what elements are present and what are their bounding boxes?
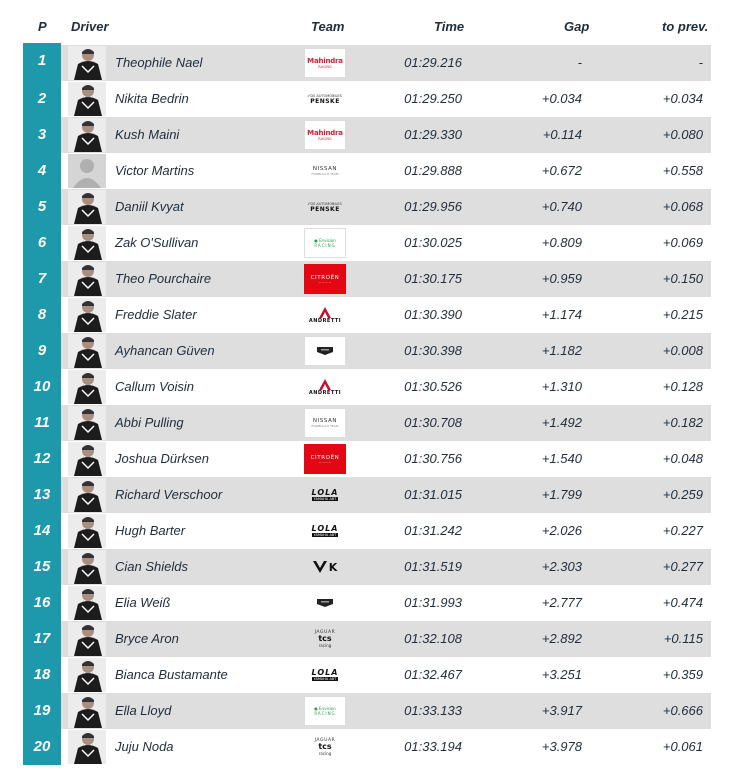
table-row: [23, 729, 711, 765]
position-cell: 16: [23, 585, 61, 621]
gap-to-previous: +0.215: [662, 307, 703, 322]
driver-name: Theo Pourchaire: [115, 271, 212, 286]
driver-photo: [68, 226, 106, 260]
andretti-logo-icon: ANDRETTI: [304, 300, 346, 330]
position-cell: 13: [23, 477, 61, 513]
gap-to-previous: -: [698, 55, 703, 70]
driver-photo: [68, 46, 106, 80]
gap-to-leader: +2.777: [541, 595, 582, 610]
driver-name: Elia Weiß: [115, 595, 171, 610]
position-cell: 12: [23, 441, 61, 477]
driver-photo: [68, 550, 106, 584]
lap-time: 01:31.015: [404, 487, 462, 502]
lap-time: 01:30.708: [404, 415, 462, 430]
header-driver: Driver: [71, 19, 109, 34]
gap-to-previous: +0.558: [662, 163, 703, 178]
driver-photo: [68, 514, 106, 548]
table-row: [23, 81, 711, 117]
gap-to-leader: +1.174: [541, 307, 582, 322]
gap-to-previous: +0.150: [662, 271, 703, 286]
lap-time: 01:31.242: [404, 523, 462, 538]
gap-to-leader: +2.026: [541, 523, 582, 538]
table-row: [23, 405, 711, 441]
position-cell: 10: [23, 369, 61, 405]
mahindra-logo-icon: Mahindra RACING: [304, 48, 346, 78]
position-cell: 17: [23, 621, 61, 657]
lap-time: 01:30.756: [404, 451, 462, 466]
driver-name: Abbi Pulling: [115, 415, 184, 430]
driver-photo: [68, 154, 106, 188]
table-row: [23, 225, 711, 261]
position-cell: 6: [23, 225, 61, 261]
lap-time: 01:30.025: [404, 235, 462, 250]
driver-photo: [68, 334, 106, 368]
driver-name: Daniil Kvyat: [115, 199, 184, 214]
lap-time: 01:31.519: [404, 559, 462, 574]
gap-to-leader: +2.892: [541, 631, 582, 646]
table-row: [23, 333, 711, 369]
lap-time: 01:29.216: [404, 55, 462, 70]
driver-name: Freddie Slater: [115, 307, 197, 322]
andretti-logo-icon: ANDRETTI: [304, 372, 346, 402]
driver-photo: [68, 730, 106, 764]
table-row: [23, 153, 711, 189]
gap-to-leader: +0.034: [541, 91, 582, 106]
driver-name: Joshua Dürksen: [115, 451, 209, 466]
gap-to-previous: +0.080: [662, 127, 703, 142]
lap-time: 01:29.888: [404, 163, 462, 178]
gap-to-leader: +3.251: [541, 667, 582, 682]
gap-to-previous: +0.474: [662, 595, 703, 610]
jaguar-tcs-logo-icon: JAGUAR tcs racing: [314, 630, 336, 648]
citroen-logo-icon: CITROËN — — — —: [304, 444, 346, 474]
table-row: [23, 585, 711, 621]
gap-to-leader: +1.310: [541, 379, 582, 394]
position-cell: 9: [23, 333, 61, 369]
driver-name: Theophile Nael: [115, 55, 203, 70]
header-gap: Gap: [564, 19, 590, 34]
table-row: [23, 477, 711, 513]
table-row: [23, 261, 711, 297]
position-cell: 3: [23, 117, 61, 153]
driver-photo: [68, 262, 106, 296]
driver-name: Juju Noda: [115, 739, 174, 754]
lola-yamaha-logo-icon: LOLA YAMAHA ABT: [311, 524, 339, 537]
driver-photo: [68, 118, 106, 152]
table-header: [23, 9, 711, 45]
citroen-logo-icon: CITROËN — — — —: [304, 264, 346, 294]
lap-time: 01:33.194: [404, 739, 462, 754]
driver-photo: [68, 694, 106, 728]
driver-name: Ella Lloyd: [115, 703, 172, 718]
driver-name: Bryce Aron: [115, 631, 179, 646]
gap-to-leader: +1.799: [541, 487, 582, 502]
gap-to-previous: +0.277: [662, 559, 703, 574]
position-cell: 5: [23, 189, 61, 225]
position-cell: 19: [23, 693, 61, 729]
envision-logo-icon: ● Envision RACING: [304, 228, 346, 258]
position-cell: 11: [23, 405, 61, 441]
gap-to-previous: +0.068: [662, 199, 703, 214]
gap-to-previous: +0.115: [663, 631, 703, 646]
table-row: [23, 693, 711, 729]
envision-logo-icon: ● Envision RACING: [304, 696, 346, 726]
gap-to-leader: +3.917: [541, 703, 582, 718]
gap-to-leader: +1.492: [541, 415, 582, 430]
gap-to-previous: +0.227: [662, 523, 703, 538]
gap-to-previous: +0.666: [662, 703, 703, 718]
lap-time: 01:30.526: [404, 379, 462, 394]
results-table: [23, 9, 711, 765]
gap-to-leader: +0.959: [541, 271, 582, 286]
lap-time: 01:32.108: [404, 631, 462, 646]
position-cell: 14: [23, 513, 61, 549]
driver-name: Cian Shields: [115, 559, 188, 574]
lola-yamaha-logo-icon: LOLA YAMAHA ABT: [311, 488, 339, 501]
driver-photo: [68, 622, 106, 656]
position-cell: 15: [23, 549, 61, 585]
driver-name: Zak O'Sullivan: [115, 235, 199, 250]
gap-to-leader: +2.303: [541, 559, 582, 574]
gap-to-previous: +0.061: [662, 739, 703, 754]
gap-to-previous: +0.069: [662, 235, 703, 250]
gap-to-leader: +0.809: [541, 235, 582, 250]
nissan-logo-icon: NISSAN FORMULA E TEAM: [304, 408, 346, 438]
table-row: [23, 657, 711, 693]
gap-to-previous: +0.048: [662, 451, 703, 466]
gap-to-leader: +1.182: [541, 343, 582, 358]
porsche-logo-icon: [304, 588, 346, 618]
gap-to-previous: +0.128: [662, 379, 703, 394]
table-row: [23, 513, 711, 549]
position-cell: 20: [23, 729, 61, 765]
position-cell: 1: [23, 43, 61, 81]
jaguar-tcs-logo-icon: JAGUAR tcs racing: [314, 738, 336, 756]
driver-name: Nikita Bedrin: [115, 91, 189, 106]
table-row: [23, 549, 711, 585]
driver-photo: [68, 298, 106, 332]
driver-photo: [68, 82, 106, 116]
gap-to-leader: -: [577, 55, 582, 70]
gap-to-previous: +0.034: [662, 91, 703, 106]
driver-photo: [68, 478, 106, 512]
position-cell: 8: [23, 297, 61, 333]
mahindra-logo-icon: Mahindra RACING: [304, 120, 346, 150]
gap-to-previous: +0.008: [662, 343, 703, 358]
table-row: [23, 189, 711, 225]
lap-time: 01:30.398: [404, 343, 462, 358]
driver-name: Callum Voisin: [115, 379, 194, 394]
driver-photo: [68, 190, 106, 224]
position-cell: 18: [23, 657, 61, 693]
table-body: [23, 45, 711, 765]
lola-yamaha-logo-icon: LOLA YAMAHA ABT: [311, 668, 339, 681]
table-row: [23, 45, 711, 81]
gap-to-leader: +1.540: [541, 451, 582, 466]
header-time: Time: [434, 19, 465, 34]
table-row: [23, 441, 711, 477]
driver-name: Victor Martins: [115, 163, 195, 178]
gap-to-leader: +3.978: [541, 739, 582, 754]
driver-name: Bianca Bustamante: [115, 667, 228, 682]
lap-time: 01:33.133: [404, 703, 462, 718]
gap-to-leader: +0.740: [541, 199, 582, 214]
ds-penske-logo-icon: ⁄⁄ DS AUTOMOBILES PENSKE: [308, 93, 342, 105]
driver-photo: [68, 586, 106, 620]
cupra-kiro-logo-icon: K: [304, 552, 346, 582]
driver-photo: [68, 658, 106, 692]
position-cell: 2: [23, 81, 61, 117]
gap-to-previous: +0.259: [662, 487, 703, 502]
position-cell: 4: [23, 153, 61, 189]
ds-penske-logo-icon: ⁄⁄ DS AUTOMOBILES PENSKE: [308, 201, 342, 213]
gap-to-leader: +0.114: [542, 127, 582, 142]
lap-time: 01:29.330: [404, 127, 462, 142]
table-row: [23, 621, 711, 657]
position-cell: 7: [23, 261, 61, 297]
lap-time: 01:31.993: [404, 595, 462, 610]
header-to-prev: to prev.: [662, 19, 709, 34]
gap-to-previous: +0.182: [662, 415, 703, 430]
driver-photo: [68, 406, 106, 440]
gap-to-previous: +0.359: [662, 667, 703, 682]
table-row: [23, 117, 711, 153]
porsche-logo-icon: [304, 336, 346, 366]
header-team: Team: [311, 19, 345, 34]
driver-photo: [68, 370, 106, 404]
driver-name: Richard Verschoor: [115, 487, 223, 502]
gap-to-leader: +0.672: [541, 163, 582, 178]
lap-time: 01:29.250: [404, 91, 462, 106]
lap-time: 01:30.175: [404, 271, 462, 286]
lap-time: 01:30.390: [404, 307, 462, 322]
lap-time: 01:29.956: [404, 199, 462, 214]
driver-name: Kush Maini: [115, 127, 180, 142]
driver-photo: [68, 442, 106, 476]
nissan-logo-icon: NISSAN FORMULA E TEAM: [304, 156, 346, 186]
lap-time: 01:32.467: [404, 667, 462, 682]
table-row: [23, 369, 711, 405]
driver-name: Ayhancan Güven: [115, 343, 215, 358]
table-row: [23, 297, 711, 333]
driver-name: Hugh Barter: [115, 523, 186, 538]
header-position: P: [38, 19, 47, 34]
